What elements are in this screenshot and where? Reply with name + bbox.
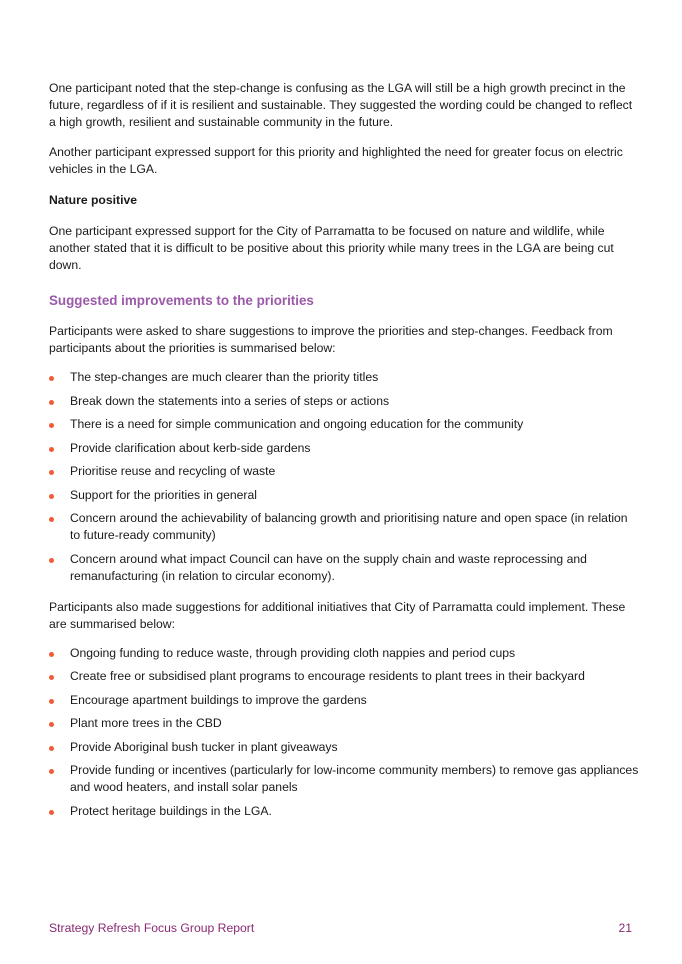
heading-nature-positive: Nature positive	[49, 193, 138, 207]
page-content	[49, 80, 639, 826]
bullet-icon	[49, 376, 54, 381]
paragraph-step-change-feedback: One participant noted that the step-change is confusing as the LGA will still be a high growth precinct in the future, regardless of if it is resilient and sustainable. They suggested the wording could be changed to reflect a high growth, resilient and sustainable community in the future.	[49, 81, 633, 129]
list-item: Provide funding or incentives (particularly for low-income community members) to remove gas appliances and wood heaters, and install solar panels	[49, 762, 639, 796]
paragraph-nature-wildlife: One participant expressed support for the City of Parramatta to be focused on nature and wildlife, while another stated that it is difficult to be positive about this priority while many trees in the LGA are being cut down.	[49, 224, 614, 272]
list-item: Break down the statements into a series of steps or actions	[49, 393, 639, 410]
paragraph-priorities-intro: Participants were asked to share suggestions to improve the priorities and step-changes. Feedback from participants about the priorities is summarised below:	[49, 324, 613, 355]
bullet-icon	[49, 675, 54, 680]
list-item: Ongoing funding to reduce waste, through providing cloth nappies and period cups	[49, 645, 639, 662]
bullet-icon	[49, 494, 54, 499]
list-item: Support for the priorities in general	[49, 487, 639, 504]
paragraph-additional-initiatives-intro: Participants also made suggestions for additional initiatives that City of Parramatta could implement. These are summarised below:	[49, 599, 626, 631]
heading-suggested-improvements: Suggested improvements to the priorities	[49, 293, 314, 308]
page-footer	[49, 921, 632, 935]
bullet-icon	[49, 699, 54, 704]
bullet-icon	[49, 423, 54, 428]
list-item: Provide Aboriginal bush tucker in plant giveaways	[49, 739, 639, 756]
list-item: The step-changes are much clearer than the priority titles	[49, 369, 639, 386]
list-item: Concern around the achievability of balancing growth and prioritising nature and open space (in relation to future-ready community)	[49, 510, 639, 544]
bullet-icon	[49, 517, 54, 522]
paragraph-electric-vehicles: Another participant expressed support for this priority and highlighted the need for greater focus on electric vehicles in the LGA.	[49, 145, 623, 176]
list-item: There is a need for simple communication and ongoing education for the community	[49, 416, 639, 433]
list-item: Concern around what impact Council can have on the supply chain and waste reprocessing and remanufacturing (in relation to circular economy).	[49, 551, 639, 585]
bullet-icon	[49, 400, 54, 405]
list-item: Plant more trees in the CBD	[49, 715, 639, 732]
bullet-icon	[49, 810, 54, 815]
bullet-icon	[49, 558, 54, 563]
bullet-icon	[49, 746, 54, 751]
list-item: Encourage apartment buildings to improve the gardens	[49, 692, 639, 709]
list-item: Create free or subsidised plant programs to encourage residents to plant trees in their backyard	[49, 668, 639, 685]
bullet-icon	[49, 447, 54, 452]
footer-report-title: Strategy Refresh Focus Group Report	[49, 921, 255, 935]
list-item: Protect heritage buildings in the LGA.	[49, 803, 639, 820]
priorities-feedback-list	[49, 369, 639, 585]
bullet-icon	[49, 652, 54, 657]
initiatives-list	[49, 645, 639, 820]
list-item: Prioritise reuse and recycling of waste	[49, 463, 639, 480]
bullet-icon	[49, 470, 54, 475]
bullet-icon	[49, 722, 54, 727]
bullet-icon	[49, 769, 54, 774]
list-item: Provide clarification about kerb-side gardens	[49, 440, 639, 457]
page-number: 21	[618, 921, 632, 935]
